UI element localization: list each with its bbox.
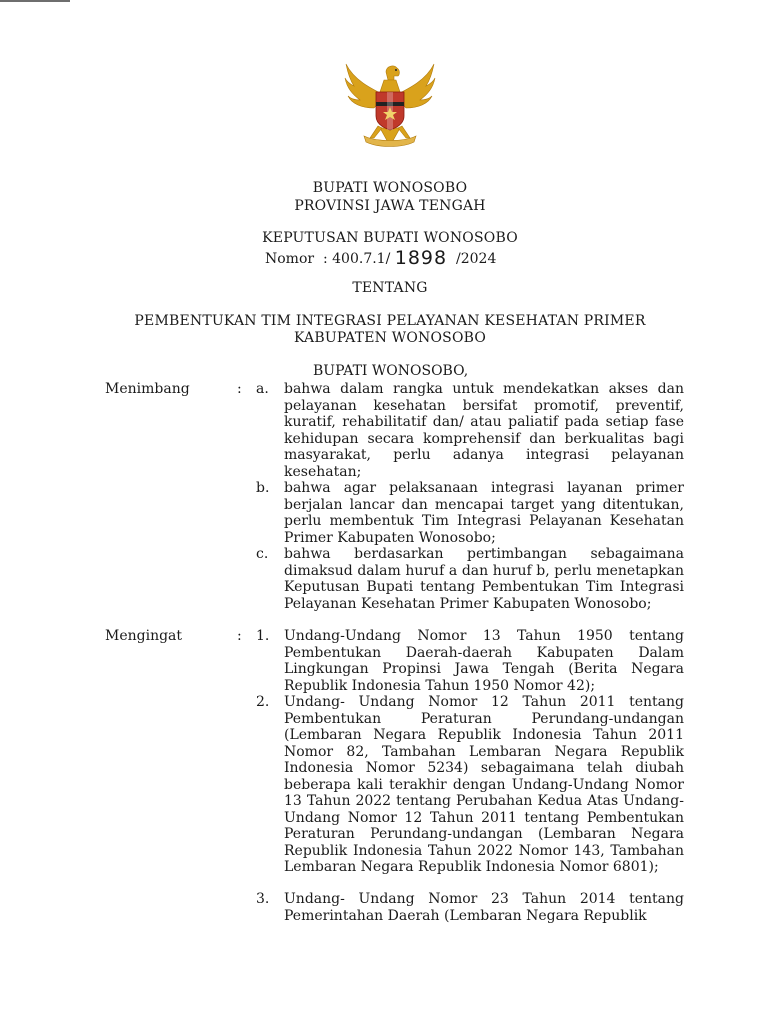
item-marker: 3.	[256, 891, 270, 907]
mengingat-label: Mengingat	[105, 628, 183, 644]
decree-number-handwritten: 1898	[394, 247, 448, 269]
mengingat-colon: :	[237, 628, 242, 644]
menimbang-item-c	[256, 546, 684, 612]
regent-title: BUPATI WONOSOBO	[312, 180, 468, 196]
item-marker: 2.	[256, 694, 270, 710]
menimbang-item-a	[256, 381, 684, 480]
scan-edge-mark	[0, 0, 70, 2]
decree-number	[265, 246, 496, 268]
subject-line-1: PEMBENTUKAN TIM INTEGRASI PELAYANAN KESEHATAN PRIMER	[134, 313, 646, 329]
menimbang-item-b	[256, 480, 684, 546]
menimbang-label: Menimbang	[105, 381, 190, 397]
item-text: bahwa dalam rangka untuk mendekatkan akses dan pelayanan kesehatan bersifat promotif, preventif, kuratif, rehabilitatif dan/ atau paliatif pada setiap fase kehidupan secara komprehensif dan berkualitas bagi masyarakat, perlu adanya integrasi pelayanan kesehatan;	[284, 381, 684, 480]
decree-number-prefix: Nomor : 400.7.1/	[265, 251, 395, 267]
issuer-line: BUPATI WONOSOBO,	[313, 363, 469, 379]
item-text: Undang- Undang Nomor 12 Tahun 2011 tentang Pembentukan Peraturan Perundang-undangan (Lembaran Negara Republik Indonesia Tahun 2011 Nomor 82, Tambahan Lembaran Negara Republik Indonesia Nomor 5234) sebagaimana telah diubah beberapa kali terakhir dengan Undang-Undang Nomor 13 Tahun 2022 tentang Perubahan Kedua Atas Undang- Undang Nomor 12 Tahun 2011 tentang Pembentukan Peraturan Perundang-undangan (Lembaran Negara Republik Indonesia Tahun 2022 Nomor 143, Tambahan Lembaran Negara Republik Indonesia Nomor 6801);	[284, 694, 684, 875]
item-text: Undang-Undang Nomor 13 Tahun 1950 tentang Pembentukan Daerah-daerah Kabupaten Dalam Lingkungan Propinsi Jawa Tengah (Berita Negara Republik Indonesia Tahun 1950 Nomor 42);	[284, 628, 684, 694]
mengingat-item-1	[256, 628, 684, 694]
subject-line-2: KABUPATEN WONOSOBO	[293, 330, 487, 346]
mengingat-item-3	[256, 891, 684, 924]
province-title: PROVINSI JAWA TENGAH	[294, 198, 486, 214]
garuda-emblem-icon	[340, 58, 440, 152]
item-text: bahwa berdasarkan pertimbangan sebagaimana dimaksud dalam huruf a dan huruf b, perlu menetapkan Keputusan Bupati tentang Pembentukan Tim Integrasi Pelayanan Kesehatan Primer Kabupaten Wonosobo;	[284, 546, 684, 612]
menimbang-colon: :	[237, 381, 242, 397]
item-marker: 1.	[256, 628, 270, 644]
decree-title: KEPUTUSAN BUPATI WONOSOBO	[262, 230, 518, 246]
item-marker: b.	[256, 480, 270, 496]
item-marker: a.	[256, 381, 269, 397]
item-marker: c.	[256, 546, 269, 562]
item-text: bahwa agar pelaksanaan integrasi layanan primer berjalan lancar dan mencapai target yang ditentukan, perlu membentuk Tim Integrasi Pelayanan Kesehatan Primer Kabupaten Wonosobo;	[284, 480, 684, 546]
mengingat-item-2	[256, 694, 684, 876]
decree-number-suffix: /2024	[447, 251, 497, 267]
tentang-heading: TENTANG	[352, 280, 428, 296]
item-text: Undang- Undang Nomor 23 Tahun 2014 tentang Pemerintahan Daerah (Lembaran Negara Republik	[284, 891, 684, 924]
